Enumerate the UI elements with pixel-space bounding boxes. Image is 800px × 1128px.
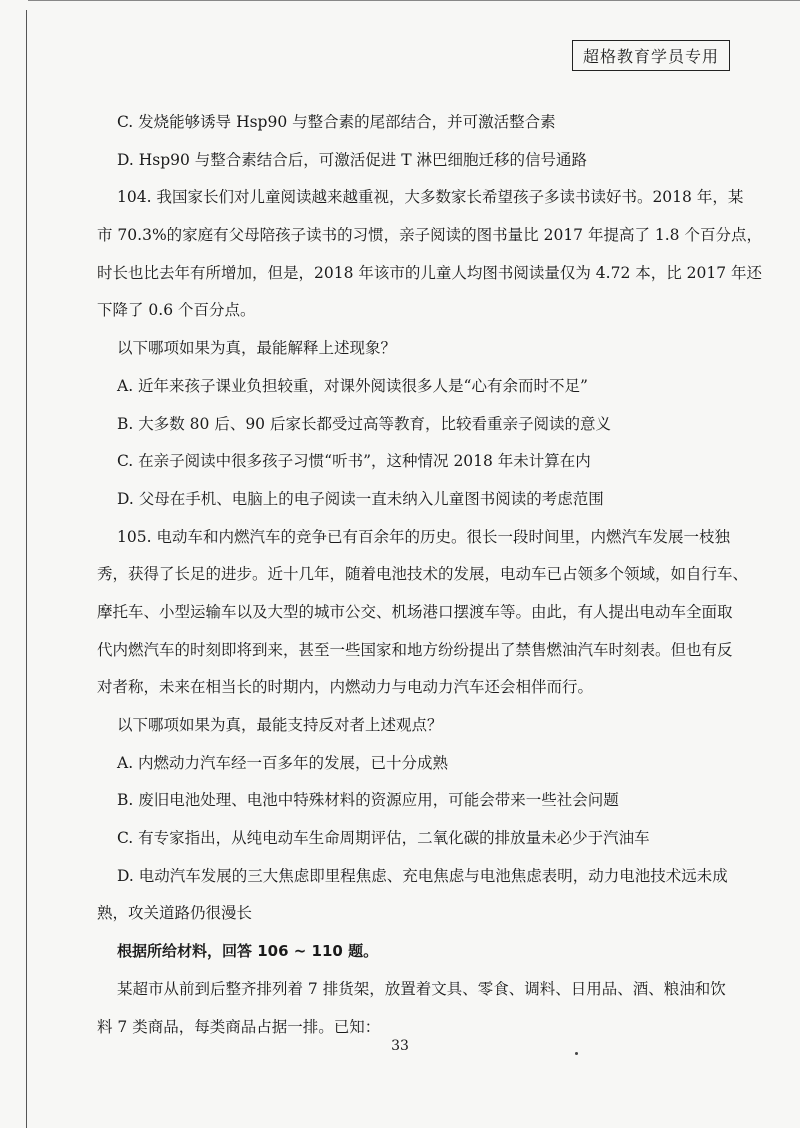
header-label: 超格教育学员专用 <box>582 47 719 66</box>
q105-option-b: B. 废旧电池处理、电池中特殊材料的资源应用，可能会带来一些社会问题 <box>117 791 619 810</box>
q105-stem-line-5: 对者称，未来在相当长的时期内，内燃动力与电动力汽车还会相伴而行。 <box>97 678 594 697</box>
q105-question: 以下哪项如果为真，最能支持反对者上述观点？ <box>117 716 443 734</box>
q104-stem-line-1: 104. 我国家长们对儿童阅读越来越重视，大多数家长希望孩子多读书读好书。2018 年，某 <box>117 188 744 207</box>
q105-stem-line-4: 代内燃汽车的时刻即将到来，甚至一些国家和地方纷纷提出了禁售燃油汽车时刻表。但也有反 <box>97 640 733 659</box>
binding-edge <box>26 10 27 1128</box>
q104-stem-line-4: 下降了 0.6 个百分点。 <box>97 301 256 320</box>
q104-option-b: B. 大多数 80 后、90 后家长都受过高等教育，比较看重亲子阅读的意义 <box>117 414 611 433</box>
scan-speck <box>575 1052 578 1055</box>
page-number: 33 <box>391 1038 409 1054</box>
q105-option-a: A. 内燃动力汽车经一百多年的发展，已十分成熟 <box>117 753 449 772</box>
q103-option-c: C. 发烧能够诱导 Hsp90 与整合素的尾部结合，并可激活整合素 <box>117 113 556 131</box>
material-line-2: 料 7 类商品，每类商品占据一排。已知： <box>97 1017 381 1036</box>
material-line-1: 某超市从前到后整齐排列着 7 排货架，放置着文具、零食、调料、日用品、酒、粮油和饮 <box>117 979 726 998</box>
q104-option-d: D. 父母在手机、电脑上的电子阅读一直未纳入儿童图书阅读的考虑范围 <box>117 489 604 508</box>
q103-option-d: D. Hsp90 与整合素结合后，可激活促进 T 淋巴细胞迁移的信号通路 <box>117 150 587 169</box>
page-body <box>97 104 763 1046</box>
header-stamp <box>572 40 730 71</box>
q105-stem-line-1: 105. 电动车和内燃汽车的竞争已有百余年的历史。很长一段时间里，内燃汽车发展一枝独 <box>117 527 730 546</box>
q104-option-c: C. 在亲子阅读中很多孩子习惯“听书”，这种情况 2018 年未计算在内 <box>117 452 591 471</box>
q105-stem-line-3: 摩托车、小型运输车以及大型的城市公交、机场港口摆渡车等。由此，有人提出电动车全面取 <box>97 602 733 621</box>
q105-option-d-continued: 熟，攻关道路仍很漫长 <box>97 904 253 923</box>
q105-option-c: C. 有专家指出，从纯电动车生命周期评估，二氧化碳的排放量未必少于汽油车 <box>117 829 650 848</box>
q105-option-d: D. 电动汽车发展的三大焦虑即里程焦虑、充电焦虑与电池焦虑表明，动力电池技术远未成 <box>117 866 728 885</box>
section-heading: 根据所给材料，回答 106 ~ 110 题。 <box>117 942 379 961</box>
q104-stem-line-3: 时长也比去年有所增加，但是，2018 年该市的儿童人均图书阅读量仅为 4.72 本，比 2017 年还 <box>97 263 763 282</box>
q104-option-a: A. 近年来孩子课业负担较重，对课外阅读很多人是“心有余而时不足” <box>117 376 588 395</box>
q104-question: 以下哪项如果为真，最能解释上述现象？ <box>117 339 397 358</box>
q105-stem-line-2: 秀，获得了长足的进步。近十几年，随着电池技术的发展，电动车已占领多个领域，如自行车、 <box>97 565 749 584</box>
top-border <box>28 0 800 1</box>
q104-stem-line-2: 市 70.3%的家庭有父母陪孩子读书的习惯，亲子阅读的图书量比 2017 年提高了 1.8 个百分点， <box>97 226 762 245</box>
